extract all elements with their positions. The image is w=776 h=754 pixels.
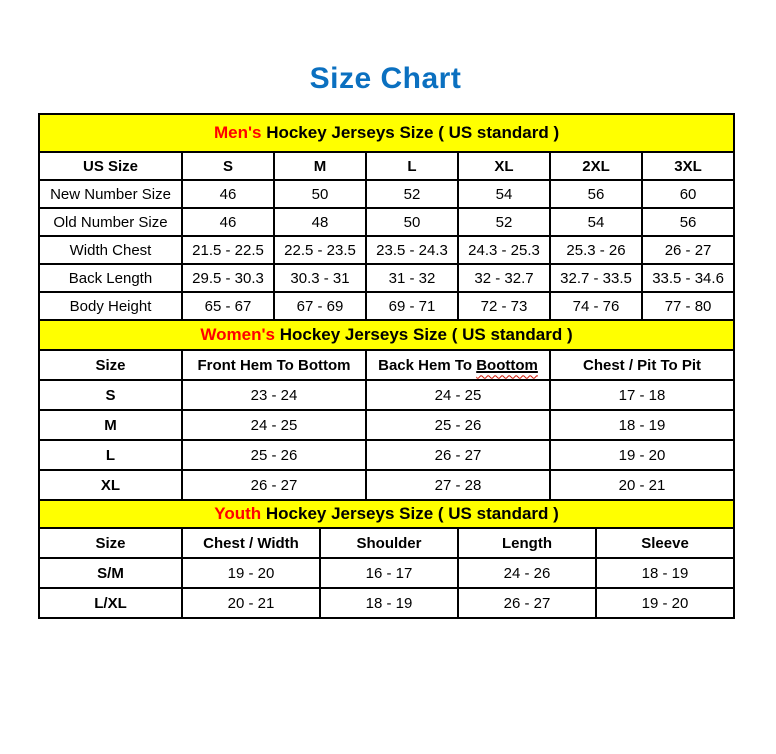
- cell: 23.5 - 24.3: [366, 236, 458, 264]
- cell: 24 - 25: [182, 410, 366, 440]
- mens-col-s: S: [182, 152, 274, 180]
- cell: 19 - 20: [596, 588, 734, 618]
- youth-section-header: [39, 500, 734, 528]
- row-label: New Number Size: [39, 180, 182, 208]
- cell: 54: [458, 180, 550, 208]
- womens-size-table: [38, 319, 735, 501]
- cell: 33.5 - 34.6: [642, 264, 734, 292]
- cell: 24 - 25: [366, 380, 550, 410]
- cell: 16 - 17: [320, 558, 458, 588]
- cell: 27 - 28: [366, 470, 550, 500]
- youth-col-shoulder: Shoulder: [320, 528, 458, 558]
- mens-section-header: [39, 114, 734, 152]
- row-label: Old Number Size: [39, 208, 182, 236]
- cell: 46: [182, 180, 274, 208]
- womens-band-row: [39, 320, 734, 350]
- womens-header-row: [39, 350, 734, 380]
- page-title: Size Chart: [309, 62, 462, 95]
- size-label: L: [39, 440, 182, 470]
- cell: 74 - 76: [550, 292, 642, 320]
- table-row-womens-l: [39, 440, 734, 470]
- table-row-womens-s: [39, 380, 734, 410]
- cell: 20 - 21: [182, 588, 320, 618]
- cell: 56: [550, 180, 642, 208]
- cell: 54: [550, 208, 642, 236]
- table-row-back-length: [39, 264, 734, 292]
- cell: 18 - 19: [596, 558, 734, 588]
- youth-col-chest: Chest / Width: [182, 528, 320, 558]
- cell: 17 - 18: [550, 380, 734, 410]
- cell: 77 - 80: [642, 292, 734, 320]
- womens-section-header: [39, 320, 734, 350]
- cell: 65 - 67: [182, 292, 274, 320]
- cell: 21.5 - 22.5: [182, 236, 274, 264]
- cell: 69 - 71: [366, 292, 458, 320]
- table-row-womens-xl: [39, 470, 734, 500]
- womens-section-accent: Women's: [200, 325, 275, 344]
- table-row-youth-sm: [39, 558, 734, 588]
- cell: 25 - 26: [182, 440, 366, 470]
- size-label: XL: [39, 470, 182, 500]
- womens-col-back-hem: [366, 350, 550, 380]
- womens-section-rest: Hockey Jerseys Size ( US standard ): [274, 325, 573, 344]
- youth-col-sleeve: Sleeve: [596, 528, 734, 558]
- row-label: Back Length: [39, 264, 182, 292]
- cell: 32.7 - 33.5: [550, 264, 642, 292]
- back-hem-prefix: Back Hem To: [378, 356, 477, 374]
- spellcheck-squiggle: Boottom: [476, 356, 538, 374]
- womens-col-front-hem: Front Hem To Bottom: [182, 350, 366, 380]
- youth-section-rest: Hockey Jerseys Size ( US standard ): [261, 504, 559, 523]
- cell: 24.3 - 25.3: [458, 236, 550, 264]
- cell: 19 - 20: [550, 440, 734, 470]
- cell: 48: [274, 208, 366, 236]
- mens-size-table: [38, 113, 735, 321]
- cell: 31 - 32: [366, 264, 458, 292]
- cell: 25.3 - 26: [550, 236, 642, 264]
- table-row-new-number-size: [39, 180, 734, 208]
- table-row-womens-m: [39, 410, 734, 440]
- size-label: S/M: [39, 558, 182, 588]
- cell: 18 - 19: [550, 410, 734, 440]
- row-label: Width Chest: [39, 236, 182, 264]
- mens-col-us-size: US Size: [39, 152, 182, 180]
- cell: 60: [642, 180, 734, 208]
- cell: 29.5 - 30.3: [182, 264, 274, 292]
- womens-col-chest: Chest / Pit To Pit: [550, 350, 734, 380]
- size-label: S: [39, 380, 182, 410]
- youth-col-size: Size: [39, 528, 182, 558]
- mens-col-2xl: 2XL: [550, 152, 642, 180]
- youth-band-row: [39, 500, 734, 528]
- cell: 25 - 26: [366, 410, 550, 440]
- cell: 26 - 27: [182, 470, 366, 500]
- table-row-body-height: [39, 292, 734, 320]
- size-chart-sheet: [38, 62, 733, 619]
- mens-col-l: L: [366, 152, 458, 180]
- mens-col-3xl: 3XL: [642, 152, 734, 180]
- cell: 50: [274, 180, 366, 208]
- table-row-width-chest: [39, 236, 734, 264]
- cell: 67 - 69: [274, 292, 366, 320]
- cell: 32 - 32.7: [458, 264, 550, 292]
- cell: 52: [458, 208, 550, 236]
- youth-col-length: Length: [458, 528, 596, 558]
- row-label: Body Height: [39, 292, 182, 320]
- cell: 72 - 73: [458, 292, 550, 320]
- womens-col-size: Size: [39, 350, 182, 380]
- mens-section-accent: Men's: [213, 123, 262, 142]
- cell: 26 - 27: [366, 440, 550, 470]
- cell: 26 - 27: [458, 588, 596, 618]
- misspelled-word: [476, 357, 538, 374]
- size-label: M: [39, 410, 182, 440]
- cell: 26 - 27: [642, 236, 734, 264]
- cell: 46: [182, 208, 274, 236]
- size-label: L/XL: [39, 588, 182, 618]
- mens-col-m: M: [274, 152, 366, 180]
- cell: 19 - 20: [182, 558, 320, 588]
- cell: 23 - 24: [182, 380, 366, 410]
- mens-section-rest: Hockey Jerseys Size ( US standard ): [261, 123, 560, 142]
- table-row-youth-lxl: [39, 588, 734, 618]
- cell: 20 - 21: [550, 470, 734, 500]
- youth-section-accent: Youth: [214, 504, 262, 523]
- cell: 50: [366, 208, 458, 236]
- table-row-old-number-size: [39, 208, 734, 236]
- cell: 24 - 26: [458, 558, 596, 588]
- cell: 22.5 - 23.5: [274, 236, 366, 264]
- youth-header-row: [39, 528, 734, 558]
- mens-header-row: [39, 152, 734, 180]
- youth-size-table: [38, 499, 735, 619]
- cell: 18 - 19: [320, 588, 458, 618]
- cell: 30.3 - 31: [274, 264, 366, 292]
- cell: 56: [642, 208, 734, 236]
- mens-band-row: [39, 114, 734, 152]
- cell: 52: [366, 180, 458, 208]
- mens-col-xl: XL: [458, 152, 550, 180]
